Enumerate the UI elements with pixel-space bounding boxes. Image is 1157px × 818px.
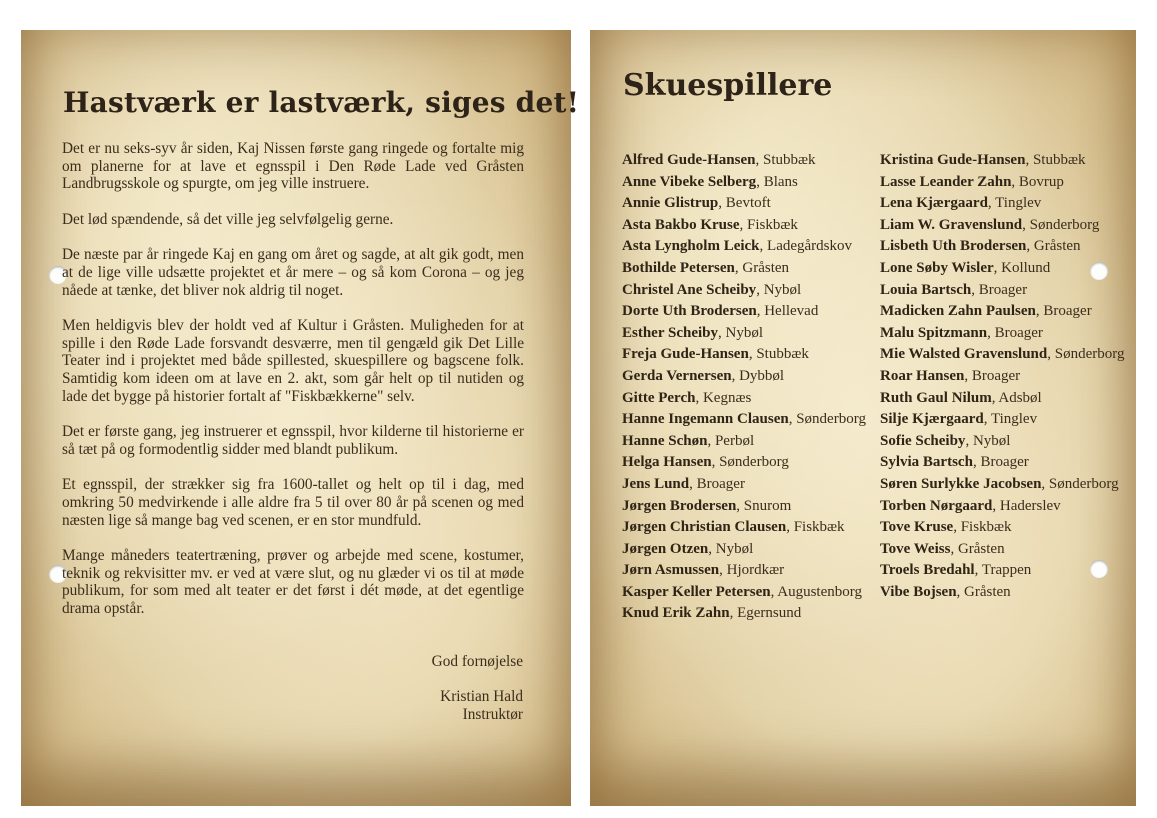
cast-member bbox=[880, 323, 1124, 345]
cast-name: Lisbeth Uth Brodersen bbox=[880, 238, 1027, 255]
cast-place: , Fiskbæk bbox=[953, 519, 1012, 536]
cast-name: Lasse Leander Zahn bbox=[880, 173, 1012, 190]
cast-member bbox=[622, 280, 866, 302]
cast-member bbox=[880, 150, 1124, 172]
cast-member bbox=[880, 452, 1124, 474]
cast-place: , Kegnæs bbox=[695, 389, 752, 406]
letter-paragraph: Et egnsspil, der strækker sig fra 1600-tallet og helt op til i dag, med omkring 50 medvirkende i alle aldre fra 5 til over 80 år på scenen og med næsten lige så mange bag ved scenen, er en stor mundfuld. bbox=[62, 476, 524, 529]
cast-place: , Stubbæk bbox=[1025, 152, 1086, 168]
cast-member bbox=[880, 344, 1124, 366]
letter-paragraph: Det lød spændende, så det ville jeg selvfølgelig gerne. bbox=[62, 210, 394, 228]
cast-member bbox=[622, 539, 866, 561]
cast-name: Lena Kjærgaard bbox=[880, 195, 988, 212]
cast-member bbox=[622, 496, 866, 518]
cast-member bbox=[622, 474, 866, 496]
closing-line: God fornøjelse bbox=[431, 653, 523, 670]
cast-member bbox=[880, 539, 1124, 561]
cast-name: Anne Vibeke Selberg bbox=[622, 173, 757, 190]
cast-name: Troels Bredahl bbox=[880, 562, 975, 579]
cast-member bbox=[880, 560, 1124, 582]
cast-place: , Stubbæk bbox=[748, 346, 809, 363]
cast-place: , Broager bbox=[689, 475, 745, 492]
cast-member bbox=[880, 388, 1124, 410]
cast-member bbox=[622, 301, 866, 323]
cast-member bbox=[880, 474, 1124, 496]
cast-place: , Broager bbox=[972, 454, 1029, 471]
cast-name: Christel Ane Scheiby bbox=[622, 281, 757, 298]
letter-paragraph: De næste par år ringede Kaj en gang om året og sagde, at alt gik godt, men at de lige ville udsætte projektet et år mere – og så kom Corona – og jeg nåede at tænke, det bliver nok aldrig til noget. bbox=[62, 246, 524, 299]
cast-name: Hanne Schøn bbox=[622, 432, 708, 449]
cast-member bbox=[880, 517, 1124, 539]
cast-name: Jørgen Otzen bbox=[622, 540, 709, 557]
cast-name: Annie Glistrup bbox=[622, 195, 719, 212]
cast-member bbox=[622, 323, 866, 345]
cast-place: , Broager bbox=[964, 367, 1021, 384]
cast-name: Louia Bartsch bbox=[880, 281, 972, 298]
cast-member bbox=[622, 603, 866, 625]
cast-place: , Ladegårdskov bbox=[759, 238, 852, 255]
cast-name: Knud Erik Zahn bbox=[622, 605, 730, 622]
cast-member bbox=[622, 452, 866, 474]
cast-name: Jørn Asmussen bbox=[622, 562, 720, 579]
cast-place: , Kollund bbox=[993, 259, 1051, 276]
cast-name: Liam W. Gravenslund bbox=[880, 216, 1023, 233]
cast-member bbox=[880, 496, 1124, 518]
cast-place: , Gråsten bbox=[956, 583, 1011, 600]
cast-member bbox=[880, 193, 1124, 215]
cast-place: , Nybøl bbox=[965, 432, 1011, 449]
cast-place: , Sønderborg bbox=[1022, 216, 1100, 233]
cast-member bbox=[622, 215, 866, 237]
cast-place: , Augustenborg bbox=[770, 583, 862, 600]
cast-name: Jørgen Christian Clausen bbox=[622, 519, 787, 536]
cast-member bbox=[622, 560, 866, 582]
cast-place: , Tinglev bbox=[983, 411, 1038, 428]
letter-paragraph: Mange måneders teatertræning, prøver og arbejde med scene, kostumer, teknik og rekvisitter mv. er ved at være slut, og nu glæder vi os til at møde publikum, for som med alt teater er det først i dét møde, at det egentlige drama opstår. bbox=[62, 547, 524, 618]
cast-name: Asta Bakbo Kruse bbox=[622, 216, 740, 233]
cast-name: Malu Spitzmann bbox=[880, 324, 988, 341]
cast-name: Roar Hansen bbox=[880, 367, 965, 384]
letter-paragraph: Det er første gang, jeg instruerer et egnsspil, hvor kilderne til historierne er så tæt på og formodentlig sidder med blandt publikum. bbox=[62, 423, 524, 458]
signature-name: Kristian Hald bbox=[440, 688, 523, 706]
cast-member bbox=[622, 172, 866, 194]
cast-name: Sylvia Bartsch bbox=[880, 454, 973, 471]
cast-member bbox=[622, 431, 866, 453]
cast-place: , Broager bbox=[987, 324, 1043, 341]
cast-name: Kasper Keller Petersen bbox=[622, 583, 771, 600]
cast-title: Skuespillere bbox=[623, 68, 833, 103]
cast-member bbox=[622, 582, 866, 604]
cast-place: , Hjordkær bbox=[719, 562, 785, 579]
cast-place: , Sønderborg bbox=[788, 411, 866, 428]
cast-place: , Adsbøl bbox=[991, 389, 1042, 406]
cast-name: Jørgen Brodersen bbox=[622, 497, 737, 514]
cast-member bbox=[880, 215, 1124, 237]
cast-member bbox=[622, 344, 866, 366]
cast-name: Torben Nørgaard bbox=[880, 497, 993, 514]
cast-place: , Nybøl bbox=[717, 324, 763, 341]
cast-place: , Stubbæk bbox=[755, 152, 816, 168]
cast-place: , Blans bbox=[756, 173, 798, 190]
cast-member bbox=[622, 517, 866, 539]
cast-place: , Fiskbæk bbox=[739, 216, 798, 233]
cast-place: , Broager bbox=[1035, 303, 1092, 320]
letter-paragraph: Det er nu seks-syv år siden, Kaj Nissen første gang ringede og fortalte mig om planerne for at lave et egnsspil i Den Røde Lade ved Gråsten Landbrugsskole og spurgte, om jeg ville instruere. bbox=[62, 140, 524, 193]
cast-place: , Bevtoft bbox=[718, 195, 771, 212]
cast-name: Bothilde Petersen bbox=[622, 259, 735, 276]
cast-name: Kristina Gude-Hansen bbox=[880, 152, 1026, 168]
cast-name: Tove Weiss bbox=[880, 540, 951, 557]
cast-name: Helga Hansen bbox=[622, 454, 712, 471]
letter-body bbox=[62, 140, 524, 636]
cast-name: Silje Kjærgaard bbox=[880, 411, 984, 428]
letter-page bbox=[21, 30, 580, 806]
cast-place: , Snurom bbox=[736, 497, 792, 514]
letter-title: Hastværk er lastværk, siges det! bbox=[63, 86, 580, 119]
cast-name: Freja Gude-Hansen bbox=[622, 346, 749, 363]
cast-name: Dorte Uth Brodersen bbox=[622, 303, 757, 320]
cast-member bbox=[880, 431, 1124, 453]
cast-member bbox=[622, 236, 866, 258]
cast-place: , Trappen bbox=[974, 562, 1032, 579]
cast-name: Lone Søby Wisler bbox=[880, 259, 994, 276]
cast-name: Asta Lyngholm Leick bbox=[622, 238, 760, 255]
cast-member bbox=[622, 150, 866, 172]
cast-place: , Tinglev bbox=[987, 195, 1042, 212]
cast-name: Esther Scheiby bbox=[622, 324, 718, 341]
cast-place: , Nybøl bbox=[756, 281, 802, 298]
letter-signoff bbox=[432, 653, 523, 724]
cast-place: , Nybøl bbox=[708, 540, 754, 557]
cast-name: Madicken Zahn Paulsen bbox=[880, 303, 1036, 320]
cast-place: , Fiskbæk bbox=[786, 519, 845, 536]
cast-name: Vibe Bojsen bbox=[880, 583, 957, 600]
cast-member bbox=[880, 236, 1124, 258]
signature-role: Instruktør bbox=[462, 706, 523, 724]
cast-name: Hanne Ingemann Clausen bbox=[622, 411, 789, 428]
cast-place: , Sønderborg bbox=[1041, 475, 1119, 492]
cast-page bbox=[590, 30, 1136, 806]
cast-member bbox=[880, 172, 1124, 194]
cast-place: , Gråsten bbox=[1026, 238, 1081, 255]
cast-list-column-2 bbox=[880, 150, 1124, 603]
cast-name: Gitte Perch bbox=[622, 389, 696, 406]
cast-name: Mie Walsted Gravenslund bbox=[880, 346, 1048, 363]
cast-name: Gerda Vernersen bbox=[622, 367, 732, 384]
cast-place: , Perbøl bbox=[707, 432, 755, 449]
cast-member bbox=[622, 366, 866, 388]
cast-name: Tove Kruse bbox=[880, 519, 954, 536]
letter-paragraph: Men heldigvis blev der holdt ved af Kultur i Gråsten. Muligheden for at spille i den Røde Lade forsvandt desværre, men til gengæld gik Det Lille Teater ind i projektet med både spillested, skuespillere og bagscene folk. Samtidig kom ideen om at lave en 2. akt, som går helt op til nutiden og lade det bygge på historier fortalt af "Fiskbækkerne" selv. bbox=[62, 316, 524, 405]
cast-member bbox=[622, 388, 866, 410]
cast-place: , Egernsund bbox=[729, 605, 802, 622]
cast-place: , Sønderborg bbox=[1047, 346, 1125, 363]
cast-place: , Gråsten bbox=[734, 259, 790, 276]
cast-list-column-1 bbox=[622, 150, 866, 625]
cast-place: , Dybbøl bbox=[731, 367, 785, 384]
cast-place: , Hellevad bbox=[756, 303, 819, 320]
cast-member bbox=[880, 366, 1124, 388]
cast-member bbox=[880, 280, 1124, 302]
cast-place: , Broager bbox=[971, 281, 1028, 298]
cast-member bbox=[880, 301, 1124, 323]
cast-place: , Gråsten bbox=[950, 540, 1005, 557]
cast-member bbox=[880, 258, 1124, 280]
cast-member bbox=[880, 582, 1124, 604]
cast-name: Jens Lund bbox=[622, 475, 690, 492]
cast-name: Søren Surlykke Jacobsen bbox=[880, 475, 1042, 492]
cast-member bbox=[622, 409, 866, 431]
cast-name: Sofie Scheiby bbox=[880, 432, 966, 449]
cast-member bbox=[622, 258, 866, 280]
cast-member bbox=[622, 193, 866, 215]
cast-name: Alfred Gude-Hansen bbox=[622, 152, 756, 168]
cast-place: , Haderslev bbox=[992, 497, 1061, 514]
cast-name: Ruth Gaul Nilum bbox=[880, 389, 992, 406]
cast-place: , Bovrup bbox=[1011, 173, 1064, 190]
cast-place: , Sønderborg bbox=[711, 454, 789, 471]
cast-member bbox=[880, 409, 1124, 431]
